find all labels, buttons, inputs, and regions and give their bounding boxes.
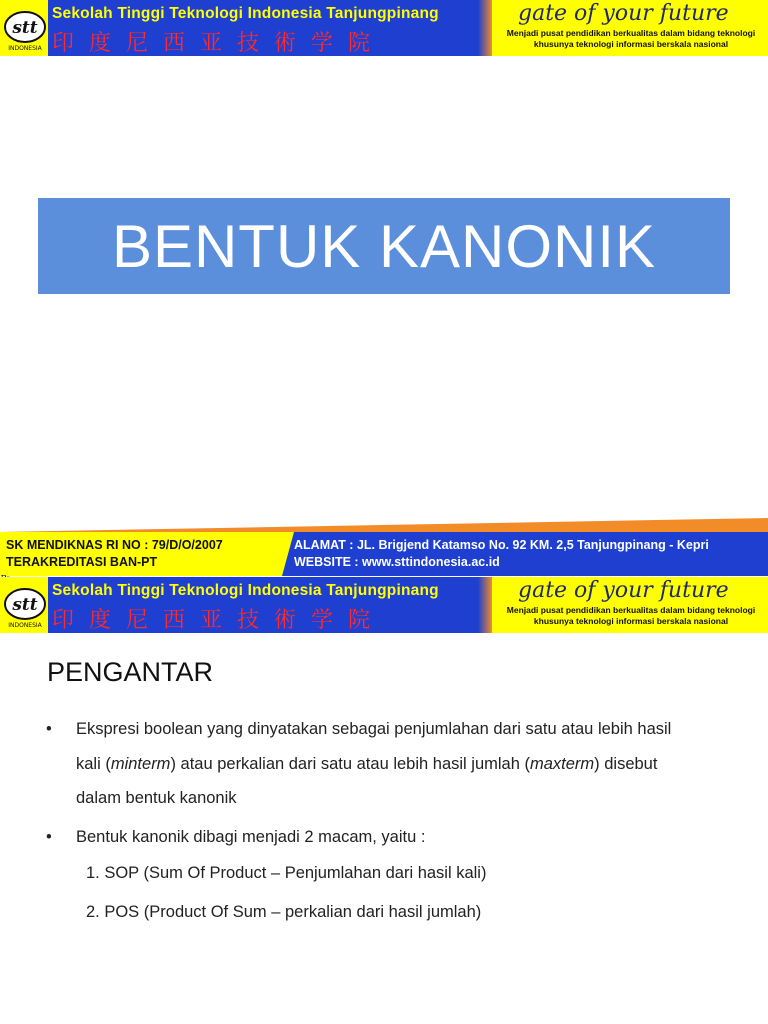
stt-logo	[3, 3, 47, 53]
footer-strip	[0, 532, 768, 576]
title-box	[38, 198, 730, 294]
second-banner	[0, 577, 768, 633]
logo-subtext: INDONESIA	[8, 622, 42, 629]
accreditation: TERAKREDITASI BAN-PT	[6, 555, 158, 569]
institution-name: Sekolah Tinggi Teknologi Indonesia Tanjungpinang	[52, 582, 439, 599]
bullet-symbol: •	[46, 720, 52, 738]
bullet-item: • Ekspresi boolean yang dinyatakan sebagai penjumlahan dari satu atau lebih hasil kali (minterm) atau perkalian dari satu atau lebih hasil jumlah (maxterm) disebut dalam bentuk kanonik	[46, 712, 726, 816]
minterm-term: minterm	[110, 754, 171, 773]
bullet-list	[46, 712, 726, 854]
top-banner	[0, 0, 768, 56]
section-heading: PENGANTAR	[47, 657, 214, 687]
logo-text: stt	[12, 18, 38, 38]
tagline: gate of your future	[518, 578, 729, 603]
logo-subtext: INDONESIA	[8, 45, 42, 52]
footer-accreditation	[6, 537, 223, 571]
numbered-item-pos: 2. POS (Product Of Sum – perkalian dari hasil jumlah)	[86, 903, 482, 921]
institution-chinese-name: 印度尼西亚技術学院	[52, 608, 386, 633]
bullet-item: • Bentuk kanonik dibagi menjadi 2 macam, yaitu :	[46, 820, 726, 855]
sk-number: SK MENDIKNAS RI NO : 79/D/O/2007	[6, 538, 223, 552]
bullet-symbol: •	[46, 827, 52, 846]
stt-logo	[3, 580, 47, 630]
tagline: gate of your future	[518, 1, 729, 26]
mission-statement: Menjadi pusat pendidikan berkualitas dalam bidang teknologi khusunya teknologi informasi berskala nasional	[506, 28, 756, 49]
institution-name: Sekolah Tinggi Teknologi Indonesia Tanjungpinang	[52, 5, 439, 22]
institution-chinese-name: 印度尼西亚技術学院	[52, 31, 386, 56]
logo-text: stt	[12, 595, 38, 615]
maxterm-term: maxterm	[529, 754, 595, 773]
footer-contact	[294, 537, 709, 571]
website: WEBSITE : www.sttindonesia.ac.id	[294, 555, 500, 569]
address: ALAMAT : JL. Brigjend Katamso No. 92 KM. 2,5 Tanjungpinang - Kepri	[294, 538, 709, 552]
slide-title: BENTUK KANONIK	[111, 212, 657, 280]
mission-statement: Menjadi pusat pendidikan berkualitas dalam bidang teknologi khusunya teknologi informasi berskala nasional	[506, 605, 756, 626]
numbered-item-sop: 1. SOP (Sum Of Product – Penjumlahan dari hasil kali)	[86, 864, 487, 882]
